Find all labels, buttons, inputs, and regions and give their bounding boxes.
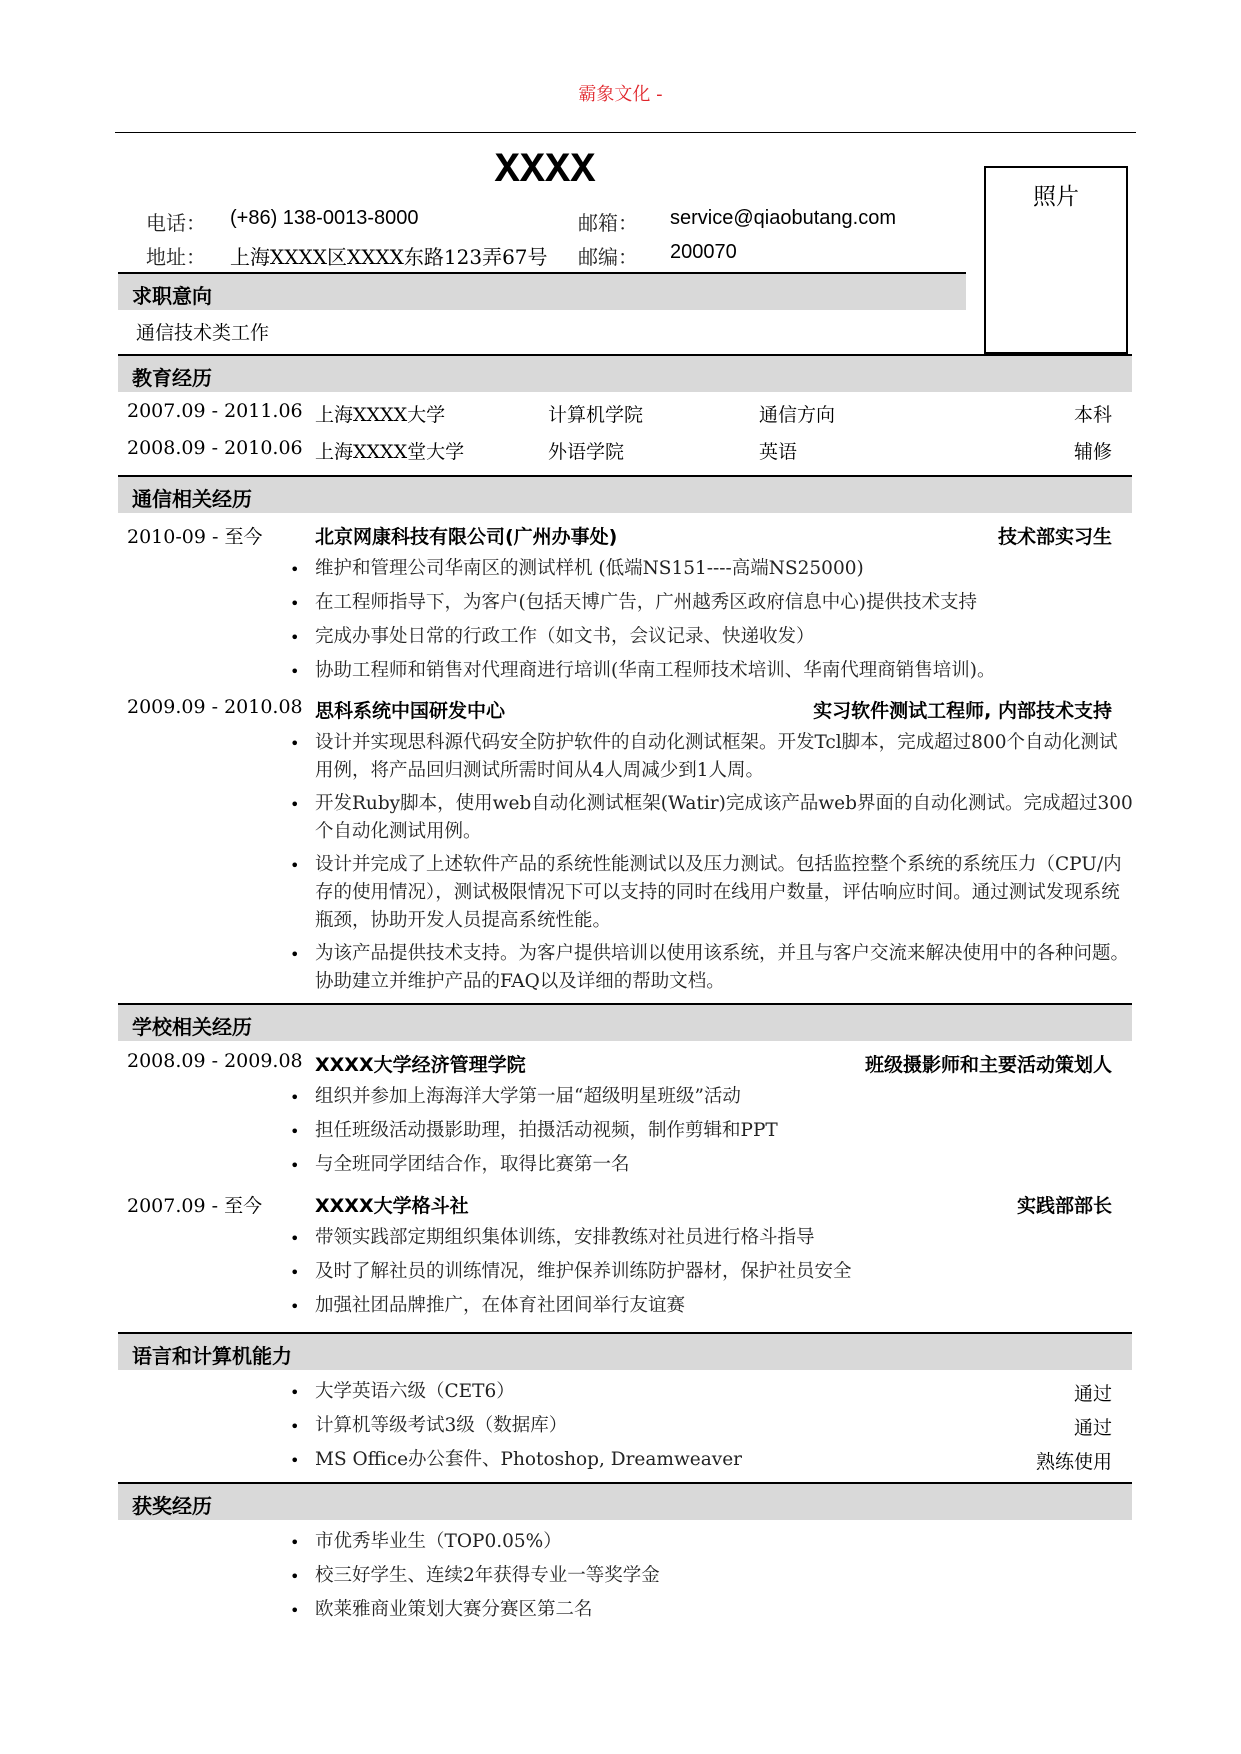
bullet-dot: •: [290, 1263, 300, 1282]
bullet-text: 加强社团品牌推广，在体育社团间举行友谊赛: [315, 1295, 686, 1316]
work-org: 北京网康科技有限公司(广州办事处): [315, 526, 618, 548]
skill-text: 大学英语六级（CET6）: [315, 1381, 515, 1402]
bullet-dot: •: [290, 1156, 300, 1175]
section-title: 语言和计算机能力: [132, 1344, 292, 1368]
skill-text: 计算机等级考试3级（数据库）: [315, 1415, 568, 1436]
school-role: 班级摄影师和主要活动策划人: [864, 1054, 1112, 1076]
bullet-text: 维护和管理公司华南区的测试样机 (低端NS151----高端NS25000): [315, 558, 864, 579]
bullet-dot: •: [290, 1417, 300, 1436]
edu-degree: 本科: [1073, 404, 1112, 426]
section-education-header: [118, 354, 1132, 392]
photo-label: 照片: [1033, 184, 1079, 210]
school-date: 2008.09 - 2009.08: [127, 1050, 303, 1072]
candidate-name: XXXX: [494, 146, 596, 194]
bullet-dot: •: [290, 560, 300, 579]
bullet-text: 协助工程师和销售对代理商进行培训(华南工程师技术培训、华南代理商销售培训)。: [315, 660, 996, 681]
bullet-text: 及时了解社员的训练情况，维护保养训练防护器材，保护社员安全: [315, 1261, 852, 1282]
bullet-dot: •: [290, 1297, 300, 1316]
watermark: 霸象文化 -: [578, 84, 663, 105]
work-role: 实习软件测试工程师, 内部技术支持: [813, 700, 1112, 722]
bullet-text: 带领实践部定期组织集体训练，安排教练对社员进行格斗指导: [315, 1227, 815, 1248]
edu-date: 2007.09 - 2011.06: [127, 400, 303, 422]
section-title: 通信相关经历: [132, 487, 252, 511]
address-label: 地址：: [146, 245, 206, 269]
section-school-header: [118, 1003, 1132, 1041]
bullet-text: 与全班同学团结合作，取得比赛第一名: [315, 1154, 630, 1175]
edu-major: 通信方向: [759, 404, 836, 426]
edu-school: 上海XXXX大学: [315, 404, 446, 426]
bullet-text: 设计并完成了上述软件产品的系统性能测试以及压力测试。包括监控整个系统的系统压力（CPU/内存的使用情况），测试极限情况下可以支持的同时在线用户数量，评估响应时间。通过测试发现系统瓶颈，协助开发人员提高系统性能。: [315, 854, 1122, 931]
bullet-dot: •: [290, 795, 300, 814]
edu-college: 外语学院: [548, 441, 625, 463]
bullet-text: 为该产品提供技术支持。为客户提供培训以使用该系统，并且与客户交流来解决使用中的各种问题。协助建立并维护产品的FAQ以及详细的帮助文档。: [315, 943, 1130, 992]
section-work-header: [118, 475, 1132, 513]
bullet-text: 在工程师指导下，为客户(包括天博广告，广州越秀区政府信息中心)提供技术支持: [315, 592, 977, 613]
work-date: 2009.09 - 2010.08: [127, 696, 303, 718]
edu-college: 计算机学院: [548, 404, 644, 426]
bullet-dot: •: [290, 734, 300, 753]
photo-placeholder: [984, 166, 1128, 354]
phone-label: 电话：: [146, 211, 206, 235]
award-text: 市优秀毕业生（TOP0.05%）: [315, 1531, 562, 1552]
address-value: 上海XXXX区XXXX东路123弄67号: [230, 245, 548, 269]
bullet-text: 开发Ruby脚本，使用web自动化测试框架(Watir)完成该产品web界面的自动化测试。完成超过300个自动化测试用例。: [315, 793, 1133, 842]
objective-text: 通信技术类工作: [136, 322, 270, 344]
school-role: 实践部部长: [1016, 1195, 1112, 1217]
bullet-dot: •: [290, 1122, 300, 1141]
bullet-dot: •: [290, 628, 300, 647]
award-text: 欧莱雅商业策划大赛分赛区第二名: [315, 1599, 593, 1620]
section-skills-header: [118, 1332, 1132, 1370]
bullet-dot: •: [290, 662, 300, 681]
bullet-dot: •: [290, 1533, 300, 1552]
section-awards-header: [118, 1482, 1132, 1520]
bullet-dot: •: [290, 945, 300, 964]
email-label: 邮箱：: [578, 211, 638, 235]
zip-label: 邮编：: [578, 245, 638, 269]
work-date: 2010-09 - 至今: [127, 526, 263, 548]
edu-school: 上海XXXX堂大学: [315, 441, 465, 463]
bullet-dot: •: [290, 1229, 300, 1248]
section-title: 学校相关经历: [132, 1015, 252, 1039]
skill-level: 熟练使用: [1035, 1451, 1112, 1473]
email-value: service@qiaobutang.com: [670, 207, 896, 229]
skill-level: 通过: [1073, 1383, 1112, 1405]
award-text: 校三好学生、连续2年获得专业一等奖学金: [315, 1565, 660, 1586]
bullet-text: 组织并参加上海海洋大学第一届“超级明星班级”活动: [315, 1086, 741, 1107]
school-date: 2007.09 - 至今: [127, 1195, 263, 1217]
phone-value: (+86) 138-0013-8000: [230, 207, 419, 229]
skill-text: MS Office办公套件、Photoshop, Dreamweaver: [315, 1449, 743, 1470]
skill-level: 通过: [1073, 1417, 1112, 1439]
section-title: 获奖经历: [132, 1494, 212, 1518]
school-org: XXXX大学经济管理学院: [315, 1054, 526, 1076]
bullet-dot: •: [290, 1601, 300, 1620]
section-title: 教育经历: [132, 366, 212, 390]
work-role: 技术部实习生: [997, 526, 1112, 548]
header-divider: [115, 132, 1136, 133]
edu-major: 英语: [759, 441, 798, 463]
bullet-text: 担任班级活动摄影助理，拍摄活动视频，制作剪辑和PPT: [315, 1120, 778, 1141]
zip-value: 200070: [670, 241, 737, 263]
section-title: 求职意向: [132, 284, 212, 308]
bullet-dot: •: [290, 1088, 300, 1107]
edu-degree: 辅修: [1073, 441, 1112, 463]
bullet-dot: •: [290, 1567, 300, 1586]
bullet-dot: •: [290, 594, 300, 613]
bullet-text: 完成办事处日常的行政工作（如文书，会议记录、快递收发）: [315, 626, 815, 647]
work-org: 思科系统中国研发中心: [315, 700, 506, 722]
bullet-text: 设计并实现思科源代码安全防护软件的自动化测试框架。开发Tcl脚本，完成超过800个自动化测试用例，将产品回归测试所需时间从4人周减少到1人周。: [315, 732, 1118, 781]
edu-date: 2008.09 - 2010.06: [127, 437, 303, 459]
section-objective-header: [118, 272, 966, 310]
bullet-dot: •: [290, 856, 300, 875]
bullet-dot: •: [290, 1451, 300, 1470]
bullet-dot: •: [290, 1383, 300, 1402]
school-org: XXXX大学格斗社: [315, 1195, 469, 1217]
